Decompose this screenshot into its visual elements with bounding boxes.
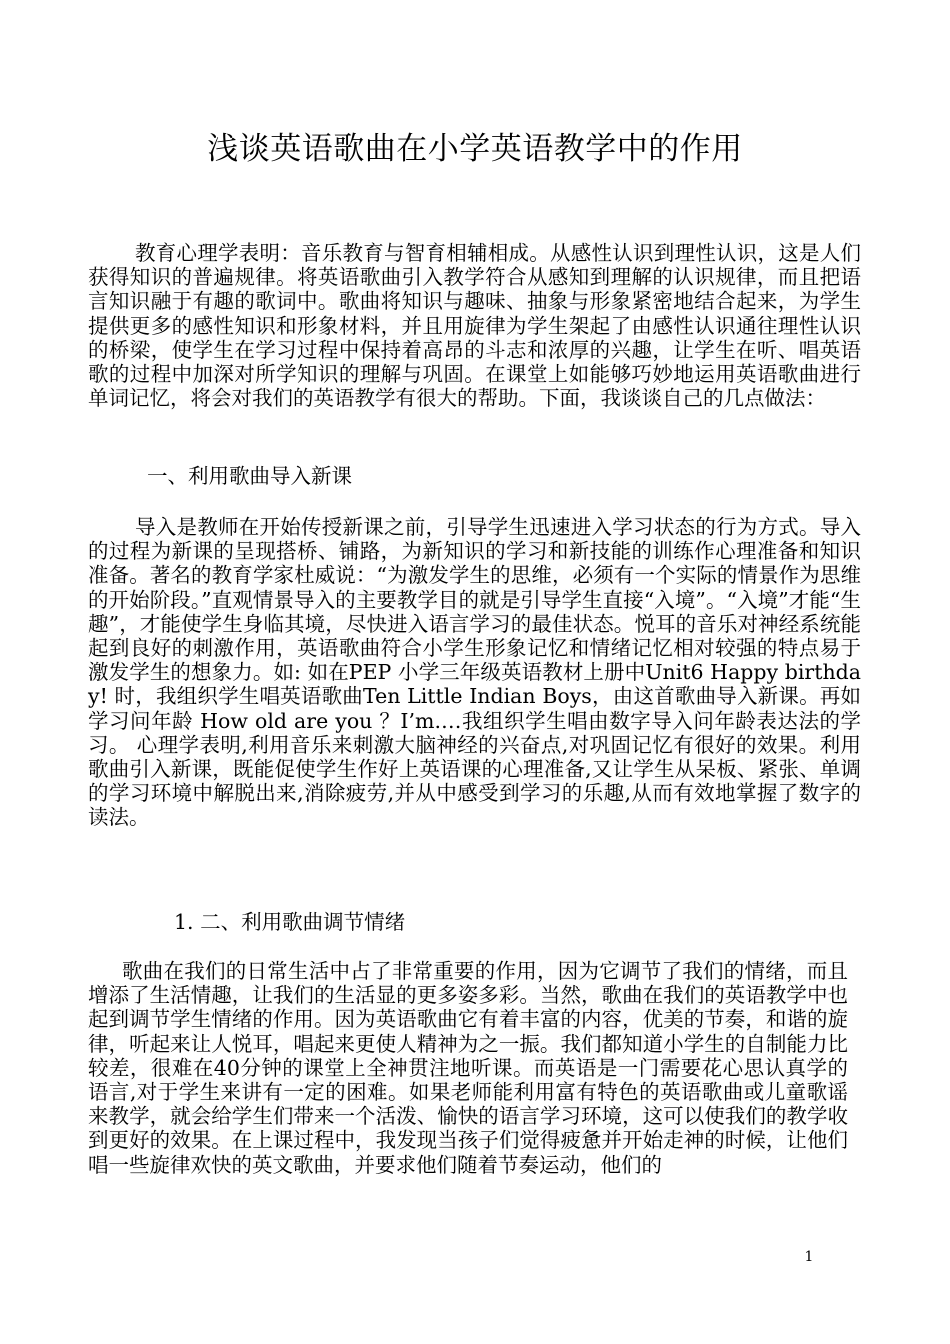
paragraph-emotion-adjustment: 歌曲在我们的日常生活中占了非常重要的作用，因为它调节了我们的情绪，而且增添了生活情趣，让我们的生活显的更多姿多彩。当然，歌曲在我们的英语教学中也起到调节学生情绪的作用。因为英语歌曲它有着丰富的内容，优美的节奏，和谐的旋律，听起来让人悦耳，唱起来更使人精神为之一振。我们都知道小学生的自制能力比较差，很难在40分钟的课堂上全神贯注地听课。而英语是一门需要花心思认真学的语言,对于学生来讲有一定的困难。如果老师能利用富有特色的英语歌曲或儿童歌谣来教学，就会给学生们带来一个活泼、愉快的语言学习环境，这可以使我们的教学收到更好的效果。在上课过程中，我发现当孩子们觉得疲惫并开始走神的时候，让他们唱一些旋律欢快的英文歌曲，并要求他们随着节奏运动，他们的: [88, 959, 848, 1177]
page-number: 1: [804, 1249, 814, 1265]
paragraph-song-introduction: 导入是教师在开始传授新课之前，引导学生迅速进入学习状态的行为方式。导入的过程为新课的呈现搭桥、铺路，为新知识的学习和新技能的训练作心理准备和知识准备。著名的教育学家杜威说：“为激发学生的思维，必须有一个实际的情景作为思维的开始阶段。”直观情景导入的主要教学目的就是引导学生直接“入境”。“入境”才能“生趣”，才能使学生身临其境，尽快进入语言学习的最佳状态。悦耳的音乐对神经系统能起到良好的刺激作用，英语歌曲符合小学生形象记忆和情绪记忆相对较强的特点易于激发学生的想象力。如: 如在PEP 小学三年级英语教材上册中Unit6 Happy birthday! 时，我组织学生唱英语歌曲Ten Little Indian Boys，由这首歌曲导入新课。再如学习问年龄 How old are you ？I’m.…我组织学生唱由数字导入问年龄表达法的学习。 心理学表明,利用音乐来刺激大脑神经的兴奋点,对巩固记忆有很好的效果。利用歌曲引入新课，既能促使学生作好上英语课的心理准备,又让学生从呆板、紧张、单调的学习环境中解脱出来,消除疲劳,并从中感受到学习的乐趣,从而有效地掌握了数字的读法。: [88, 515, 861, 830]
section-heading-1: 一、利用歌曲导入新课: [147, 464, 352, 488]
document-title: 浅谈英语歌曲在小学英语教学中的作用: [207, 131, 743, 167]
paragraph-introduction: 教育心理学表明：音乐教育与智育相辅相成。从感性认识到理性认识，这是人们获得知识的普遍规律。将英语歌曲引入教学符合从感知到理解的认识规律，而且把语言知识融于有趣的歌词中。歌曲将知识与趣味、抽象与形象紧密地结合起来，为学生提供更多的感性知识和形象材料，并且用旋律为学生架起了由感性认识通往理性认识的桥梁，使学生在学习过程中保持着高昂的斗志和浓厚的兴趣，让学生在听、唱英语歌的过程中加深对所学知识的理解与巩固。在课堂上如能够巧妙地运用英语歌曲进行单词记忆，将会对我们的英语教学有很大的帮助。下面，我谈谈自己的几点做法：: [88, 241, 861, 411]
section-heading-2: 1. 二、利用歌曲调节情绪: [174, 910, 406, 934]
